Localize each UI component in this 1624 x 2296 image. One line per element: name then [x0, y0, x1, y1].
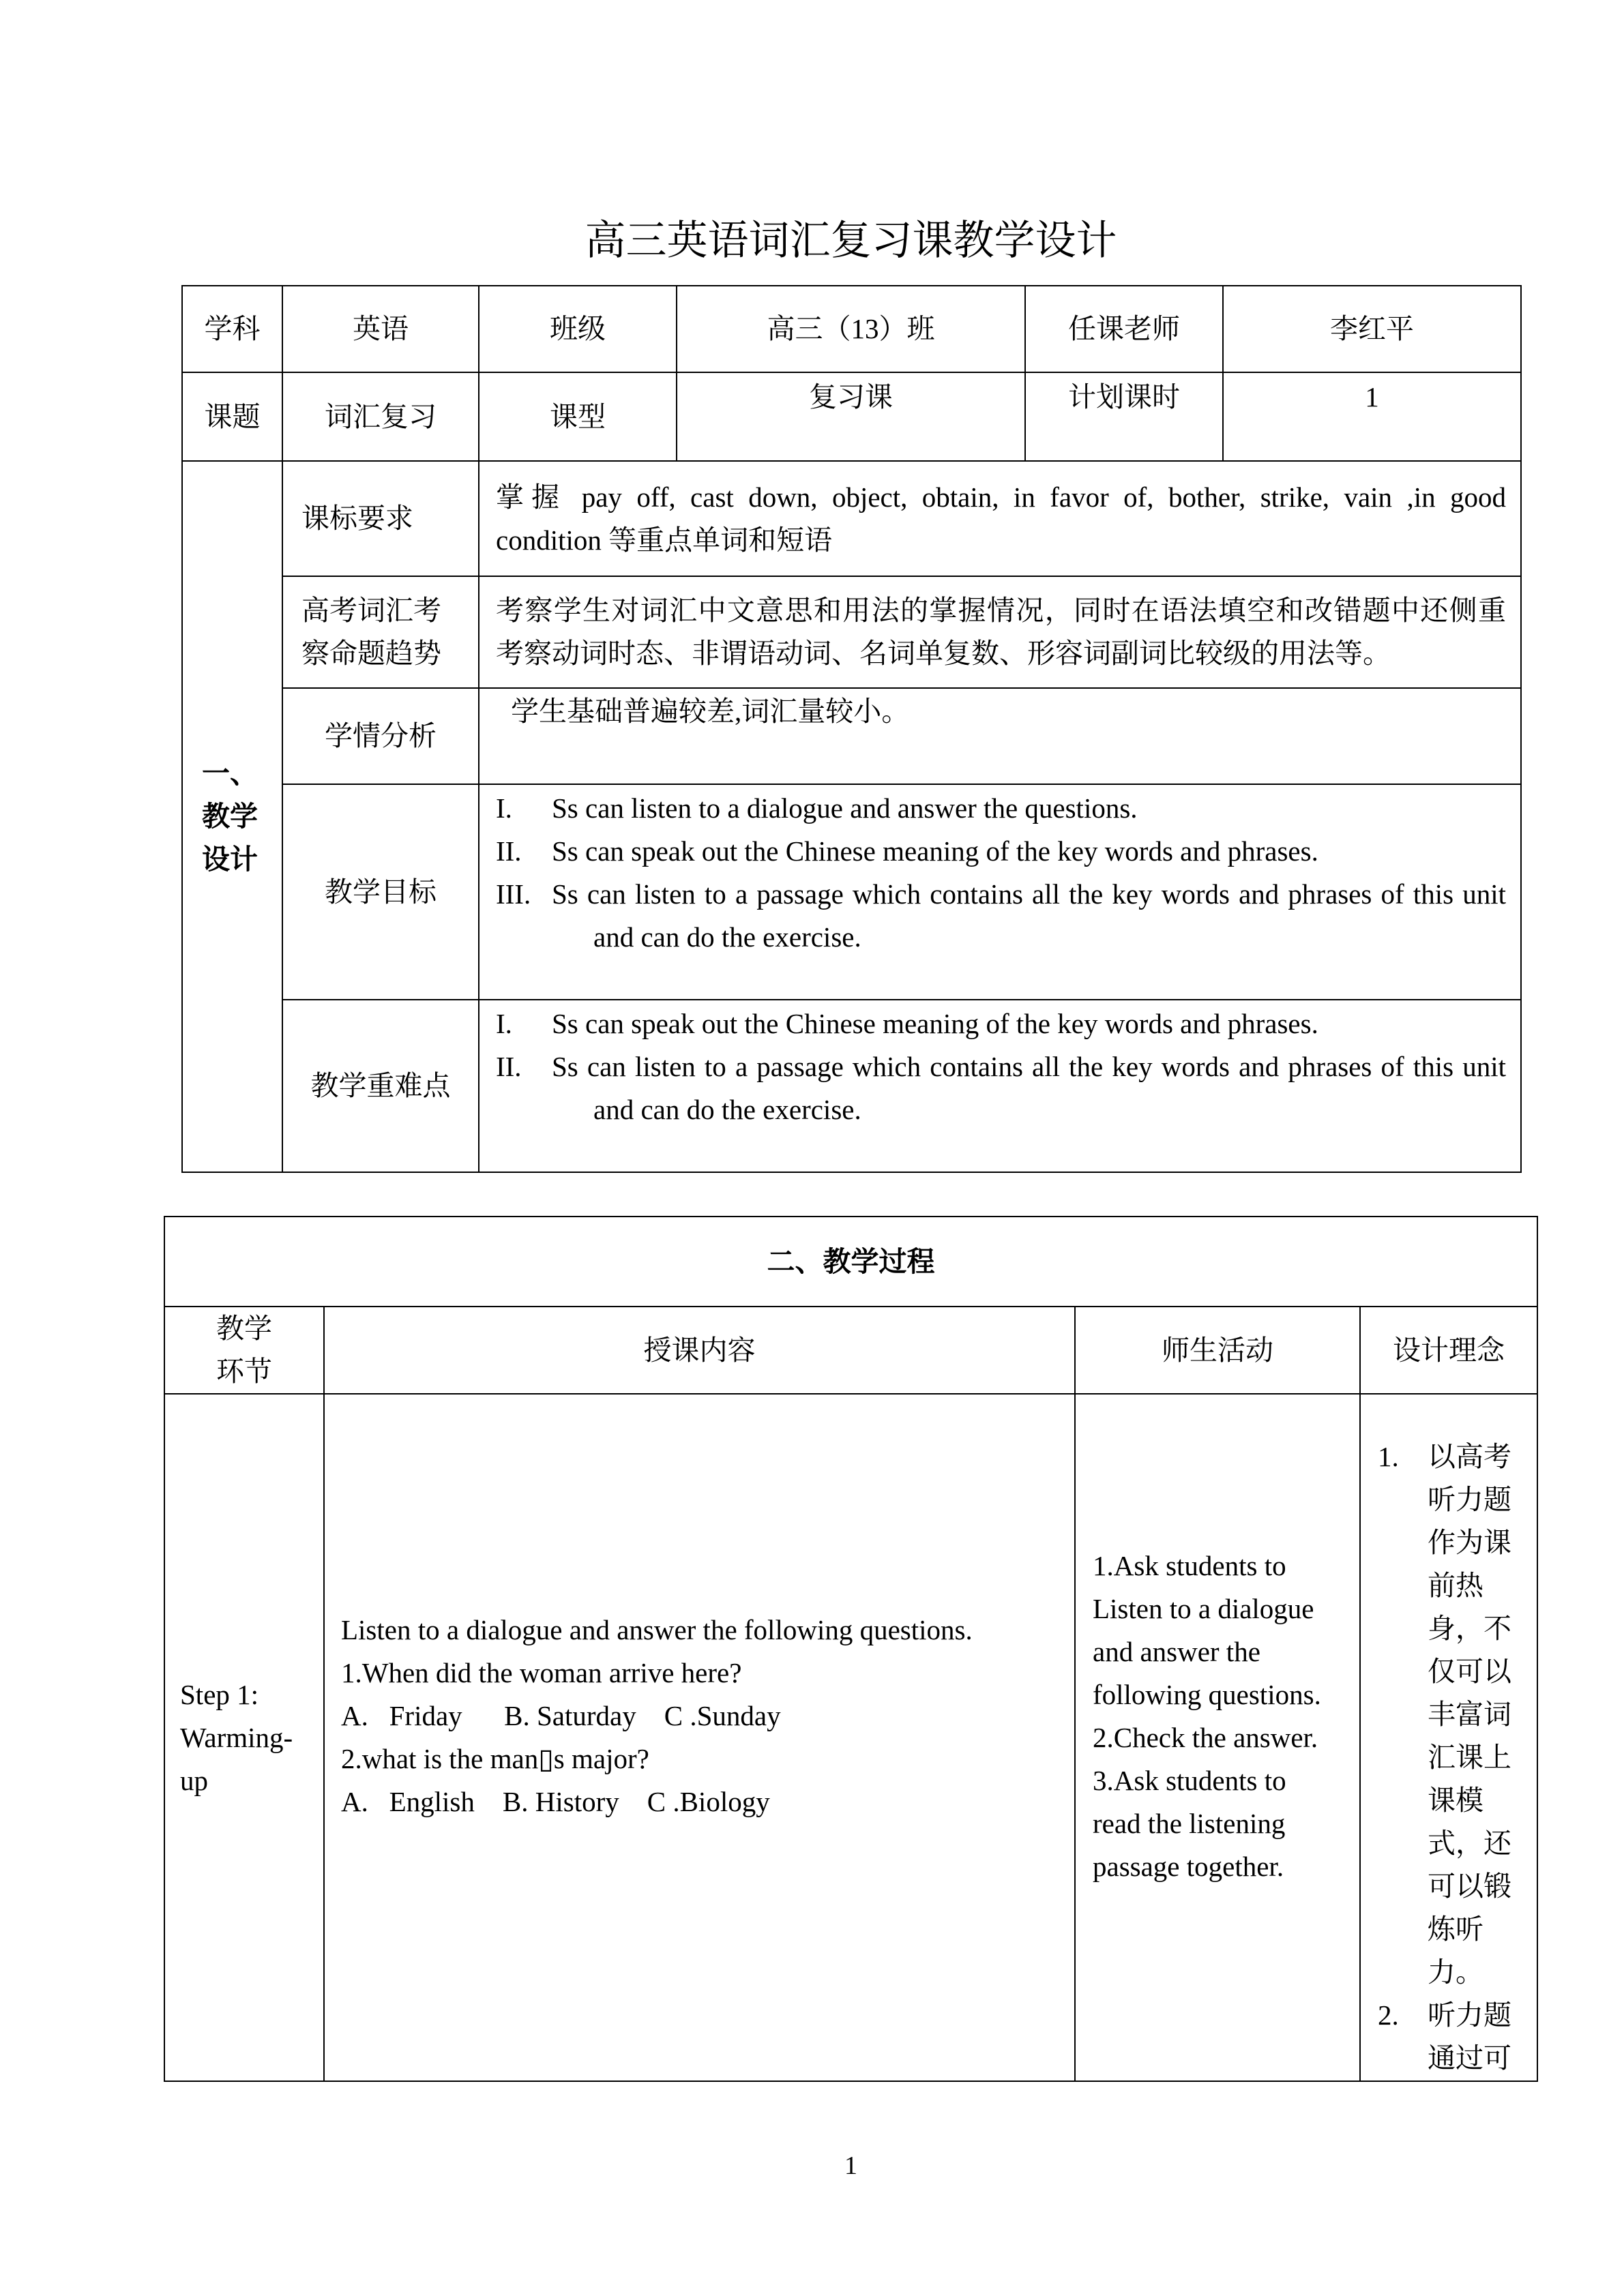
curriculum-label: 课标要求 — [282, 461, 479, 576]
rationale-line: 以高考 — [1428, 1441, 1511, 1472]
key-point-marker: II. — [496, 1051, 522, 1082]
step-content-line: 2.what is the man▯s major? — [341, 1743, 649, 1774]
objective-text: Ss can listen to a passage which contains all the key words and phrases of this unit — [552, 878, 1506, 910]
key-points-label: 教学重难点 — [282, 1000, 479, 1172]
key-point-text: and can do the exercise. — [593, 1094, 861, 1125]
rationale-marker: 2. — [1378, 1999, 1399, 2031]
rationale-line: 可以锻 — [1428, 1870, 1511, 1902]
step-stage-line: Warming- — [180, 1721, 293, 1753]
topic-value: 词汇复习 — [282, 372, 479, 461]
page-number: 1 — [844, 2151, 857, 2180]
objective-body — [552, 787, 1506, 830]
rationale-line: 仅可以 — [1428, 1656, 1511, 1687]
stage-header-line: 教学 — [216, 1313, 272, 1344]
step-stage-line: Step 1: — [180, 1678, 259, 1710]
rationale-line: 式，还 — [1428, 1828, 1511, 1859]
key-points-content — [479, 1000, 1521, 1172]
exam-trend-row — [182, 576, 1521, 688]
lesson-type-value: 复习课 — [677, 372, 1025, 461]
step-activity-line: following questions. — [1093, 1678, 1321, 1710]
learner-analysis-row — [182, 688, 1521, 784]
rationale-line: 通过可 — [1428, 2042, 1511, 2074]
key-point-marker: I. — [496, 1008, 512, 1039]
objectives-row — [182, 784, 1521, 1000]
step-content-line: A. English B. History C .Biology — [341, 1786, 770, 1817]
topic-label: 课题 — [182, 372, 282, 461]
objectives-label: 教学目标 — [282, 784, 479, 1000]
stage-header-line: 环节 — [216, 1356, 272, 1387]
curriculum-row — [182, 461, 1521, 576]
curriculum-line: condition 等重点单词和短语 — [496, 524, 833, 556]
process-section-title: 二、教学过程 — [164, 1217, 1537, 1307]
rationale-line: 作为课 — [1428, 1527, 1511, 1558]
exam-trend-label-line: 高考词汇考 — [301, 595, 441, 626]
key-point-text: Ss can listen to a passage which contains all the key words and phrases of this unit — [552, 1051, 1506, 1082]
rationale-item — [1378, 1435, 1537, 1994]
curriculum-line: 掌握 pay off, cast down, object, obtain, in favor of, bother, strike, vain ,in good — [496, 481, 1506, 513]
lesson-type-label: 课型 — [479, 372, 677, 461]
objective-body — [552, 830, 1506, 873]
subject-value: 英语 — [282, 286, 479, 372]
objective-text: and can do the exercise. — [593, 921, 861, 953]
step-activity-line: 1.Ask students to — [1093, 1549, 1286, 1581]
step-activity-line: Listen to a dialogue — [1093, 1592, 1314, 1624]
exam-trend-label-line: 察命题趋势 — [301, 638, 441, 669]
exam-trend-content — [479, 576, 1521, 688]
rationale-line: 力。 — [1428, 1956, 1483, 1988]
info-row-topic — [182, 372, 1521, 461]
rationale-line: 听力题 — [1428, 1484, 1511, 1515]
objectives-content — [479, 784, 1521, 1000]
periods-label: 计划课时 — [1025, 372, 1223, 461]
exam-trend-line: 考察学生对词汇中文意思和用法的掌握情况，同时在语法填空和改错题中还侧重 — [496, 595, 1506, 626]
step-activity-line: read the listening — [1093, 1807, 1286, 1839]
rationale-body — [1428, 1435, 1537, 1994]
key-point-body — [552, 1002, 1506, 1045]
rationale-line: 听力题 — [1428, 1999, 1511, 2031]
rationale-line: 身，不 — [1428, 1613, 1511, 1644]
subject-label: 学科 — [182, 286, 282, 372]
step-activity-line: 3.Ask students to — [1093, 1764, 1286, 1796]
rationale-body — [1428, 1994, 1537, 2080]
rationale-marker: 1. — [1378, 1441, 1399, 1472]
objective-marker: I. — [496, 792, 512, 824]
learner-analysis-text: 学生基础普遍较差,词汇量较小。 — [511, 696, 910, 727]
rationale-header: 设计理念 — [1360, 1307, 1537, 1394]
objective-body — [552, 873, 1506, 959]
step-activity-cell — [1075, 1394, 1360, 2081]
content-header: 授课内容 — [324, 1307, 1075, 1394]
rationale-line: 炼听 — [1428, 1913, 1483, 1945]
step-activity-line: and answer the — [1093, 1635, 1260, 1667]
exam-trend-label — [282, 576, 479, 688]
key-point-item — [496, 1002, 1506, 1045]
teacher-value: 李红平 — [1223, 286, 1521, 372]
stage-header — [164, 1307, 324, 1394]
step-activity-line: passage together. — [1093, 1850, 1284, 1882]
objective-item — [496, 787, 1506, 830]
class-value: 高三（13）班 — [677, 286, 1025, 372]
document-title: 高三英语词汇复习课教学设计 — [585, 218, 1117, 263]
key-points-row — [182, 1000, 1521, 1172]
step-rationale-cell — [1360, 1394, 1537, 2081]
section-label-line: 设计 — [202, 844, 258, 875]
activity-header: 师生活动 — [1075, 1307, 1360, 1394]
process-header-row — [164, 1307, 1537, 1394]
periods-value: 1 — [1223, 372, 1521, 461]
rationale-item — [1378, 1994, 1537, 2080]
process-step-row — [164, 1394, 1537, 2081]
step-stage-cell — [164, 1394, 324, 2081]
section-label-line: 教学 — [202, 801, 258, 832]
objective-marker: III. — [496, 878, 531, 910]
teaching-design-section-cell — [182, 461, 282, 1172]
teacher-label: 任课老师 — [1025, 286, 1223, 372]
step-content-cell — [324, 1394, 1075, 2081]
class-label: 班级 — [479, 286, 677, 372]
objective-text: Ss can speak out the Chinese meaning of the key words and phrases. — [552, 835, 1318, 867]
curriculum-content — [479, 461, 1521, 576]
rationale-line: 课模 — [1428, 1785, 1483, 1816]
lesson-info-table — [181, 285, 1522, 1173]
objective-marker: II. — [496, 835, 522, 867]
key-point-item — [496, 1045, 1506, 1131]
learner-analysis-content — [479, 688, 1521, 784]
rationale-line: 前热 — [1428, 1570, 1483, 1601]
key-point-body — [552, 1045, 1506, 1131]
step-content-line: Listen to a dialogue and answer the following questions. — [341, 1614, 973, 1645]
step-content-line: 1.When did the woman arrive here? — [341, 1657, 742, 1688]
teaching-process-table — [164, 1216, 1538, 2082]
exam-trend-line: 考察动词时态、非谓语动词、名词单复数、形容词副词比较级的用法等。 — [496, 638, 1391, 669]
process-title-row — [164, 1217, 1537, 1307]
learner-analysis-label: 学情分析 — [282, 688, 479, 784]
step-content-line: A. Friday B. Saturday C .Sunday — [341, 1700, 781, 1731]
key-point-text: Ss can speak out the Chinese meaning of the key words and phrases. — [552, 1008, 1318, 1039]
objective-item — [496, 830, 1506, 873]
step-stage-line: up — [180, 1764, 208, 1796]
rationale-line: 汇课上 — [1428, 1742, 1511, 1773]
objective-text: Ss can listen to a dialogue and answer the questions. — [552, 792, 1138, 824]
rationale-line: 丰富词 — [1428, 1699, 1511, 1730]
info-row-basic — [182, 286, 1521, 372]
section-label-line: 一、 — [202, 758, 258, 789]
objective-item — [496, 873, 1506, 959]
step-activity-line: 2.Check the answer. — [1093, 1721, 1318, 1753]
